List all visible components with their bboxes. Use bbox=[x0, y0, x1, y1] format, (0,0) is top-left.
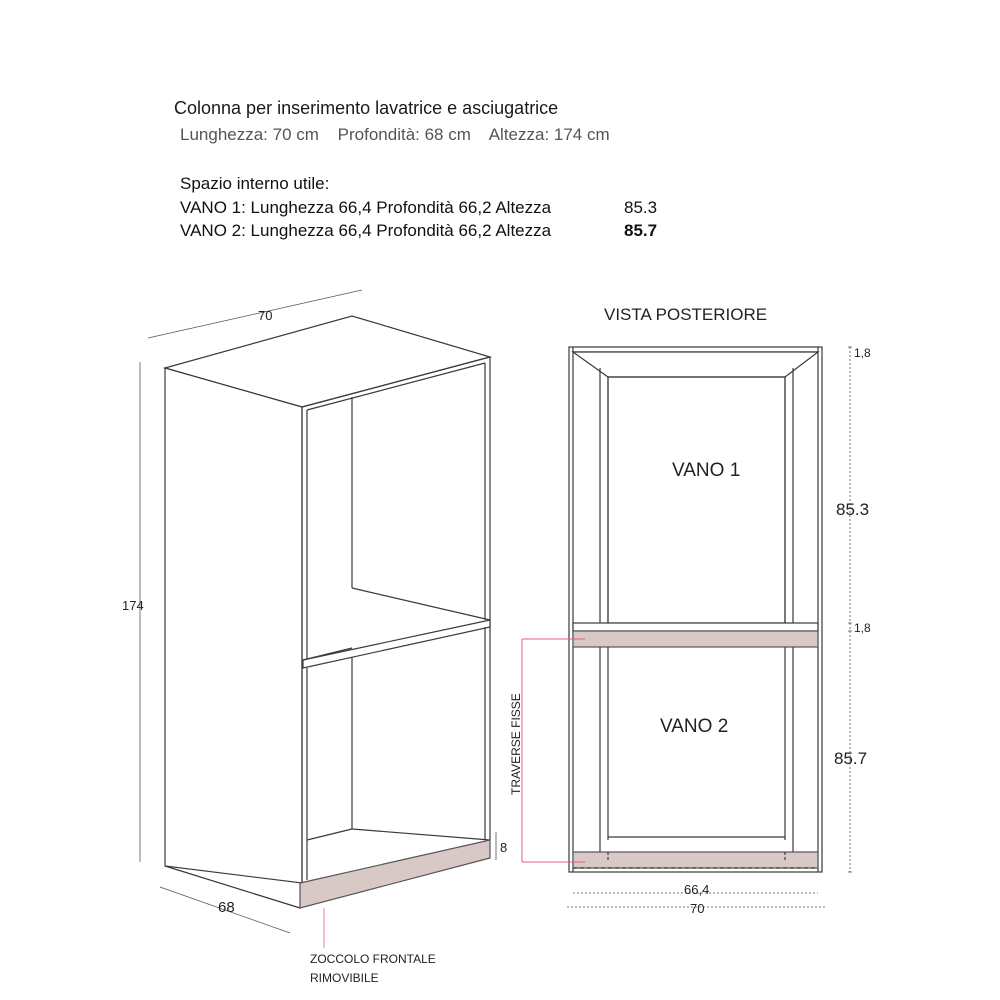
height-label: 174 bbox=[122, 598, 144, 613]
plinth-note-line1: ZOCCOLO FRONTALE bbox=[310, 952, 436, 966]
inner-width-label: 66,4 bbox=[684, 882, 710, 897]
depth-label: 68 bbox=[218, 899, 235, 916]
plinth-height-label: 8 bbox=[500, 840, 508, 855]
vano1-spec-value: 85.3 bbox=[624, 198, 658, 217]
front-plinth bbox=[300, 840, 490, 908]
bottom-traverse bbox=[573, 852, 818, 868]
length-dimension: Lunghezza: 70 cm bbox=[180, 125, 319, 144]
rear-outer-frame bbox=[569, 347, 822, 872]
vano2-label: VANO 2 bbox=[660, 716, 729, 737]
outer-width-label: 70 bbox=[690, 901, 705, 916]
diagram-title: Colonna per inserimento lavatrice e asciugatrice bbox=[174, 98, 559, 118]
plinth-note-line2: RIMOVIBILE bbox=[310, 971, 379, 985]
vano2-spec-text: VANO 2: Lunghezza 66,4 Profondità 66,2 Altezza bbox=[180, 221, 552, 240]
rear-view-title: VISTA POSTERIORE bbox=[604, 305, 768, 324]
vano2-spec-value: 85.7 bbox=[624, 221, 658, 240]
height-dimension: Altezza: 174 cm bbox=[488, 125, 610, 144]
vano1-spec-text: VANO 1: Lunghezza 66,4 Profondità 66,2 Altezza bbox=[180, 198, 552, 217]
internal-space-title: Spazio interno utile: bbox=[180, 174, 330, 193]
traverse-label: TRAVERSE FISSE bbox=[509, 693, 523, 795]
vano1-label: VANO 1 bbox=[672, 460, 741, 481]
isometric-view bbox=[165, 316, 490, 908]
rear-view bbox=[569, 347, 822, 872]
top-thickness-label: 1,8 bbox=[854, 346, 871, 360]
vano2-height-label: 85.7 bbox=[834, 749, 868, 768]
middle-traverse bbox=[573, 631, 818, 647]
vano1-back-panel bbox=[608, 377, 785, 623]
mid-thickness-label: 1,8 bbox=[854, 621, 871, 635]
depth-dimension: Profondità: 68 cm bbox=[337, 125, 471, 144]
width-label: 70 bbox=[258, 308, 273, 323]
middle-shelf bbox=[303, 620, 490, 668]
middle-shelf-edge bbox=[573, 623, 818, 631]
traverse-leader bbox=[522, 639, 585, 862]
cabinet-side-face bbox=[165, 368, 302, 883]
vano1-height-label: 85.3 bbox=[836, 500, 870, 519]
